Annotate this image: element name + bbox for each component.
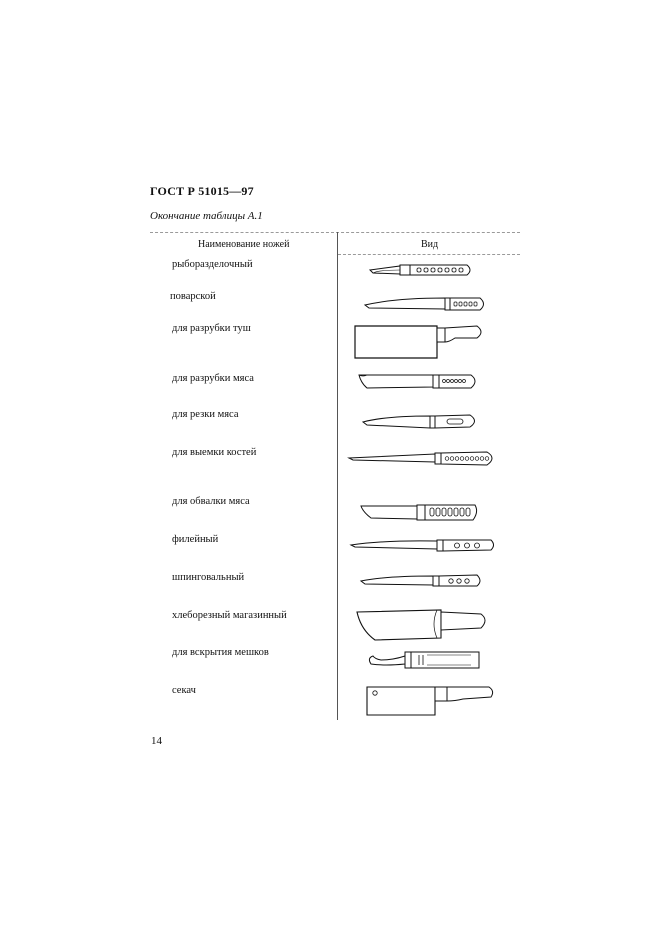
knife-name-carcass: для разрубки туш xyxy=(172,323,251,334)
larding-knife-icon xyxy=(345,571,485,591)
knife-name-fish: рыборазделочный xyxy=(172,259,253,270)
knife-name-boning: для обвалки мяса xyxy=(172,496,250,507)
table-top-rule xyxy=(150,232,520,233)
knife-name-larding: шпинговальный xyxy=(172,572,245,583)
boning-knife-icon xyxy=(345,500,485,524)
column-divider xyxy=(337,232,338,720)
bread-knife-icon xyxy=(345,606,490,644)
carcass-cleaver-icon xyxy=(345,320,490,362)
table-caption: Окончание таблицы А.1 xyxy=(150,210,263,222)
knife-name-deboning: для выемки костей xyxy=(172,447,257,458)
document-header: ГОСТ Р 51015—97 xyxy=(150,184,254,198)
page-number: 14 xyxy=(151,735,162,747)
header-bottom-rule xyxy=(338,254,520,255)
column-header-name: Наименование ножей xyxy=(198,239,290,250)
knife-name-meat-slice: для резки мяса xyxy=(172,409,239,420)
knife-name-chopper: секач xyxy=(172,685,196,696)
knife-name-meat-chop: для разрубки мяса xyxy=(172,373,254,384)
meat-slicing-knife-icon xyxy=(345,411,485,433)
fish-filleting-knife-icon xyxy=(345,261,485,279)
knife-name-bread: хлеборезный магазинный xyxy=(172,610,287,621)
sack-opening-knife-icon xyxy=(345,646,485,674)
chopper-icon xyxy=(345,681,500,719)
fillet-knife-icon xyxy=(345,535,500,555)
knife-name-sack: для вскрытия мешков xyxy=(172,647,269,658)
chef-knife-icon xyxy=(345,295,490,313)
knife-name-fillet: филейный xyxy=(172,534,219,545)
knife-name-chef: поварской xyxy=(170,291,216,302)
deboning-knife-icon xyxy=(345,448,500,470)
column-header-view: Вид xyxy=(421,239,439,250)
meat-chopping-knife-icon xyxy=(345,369,485,393)
